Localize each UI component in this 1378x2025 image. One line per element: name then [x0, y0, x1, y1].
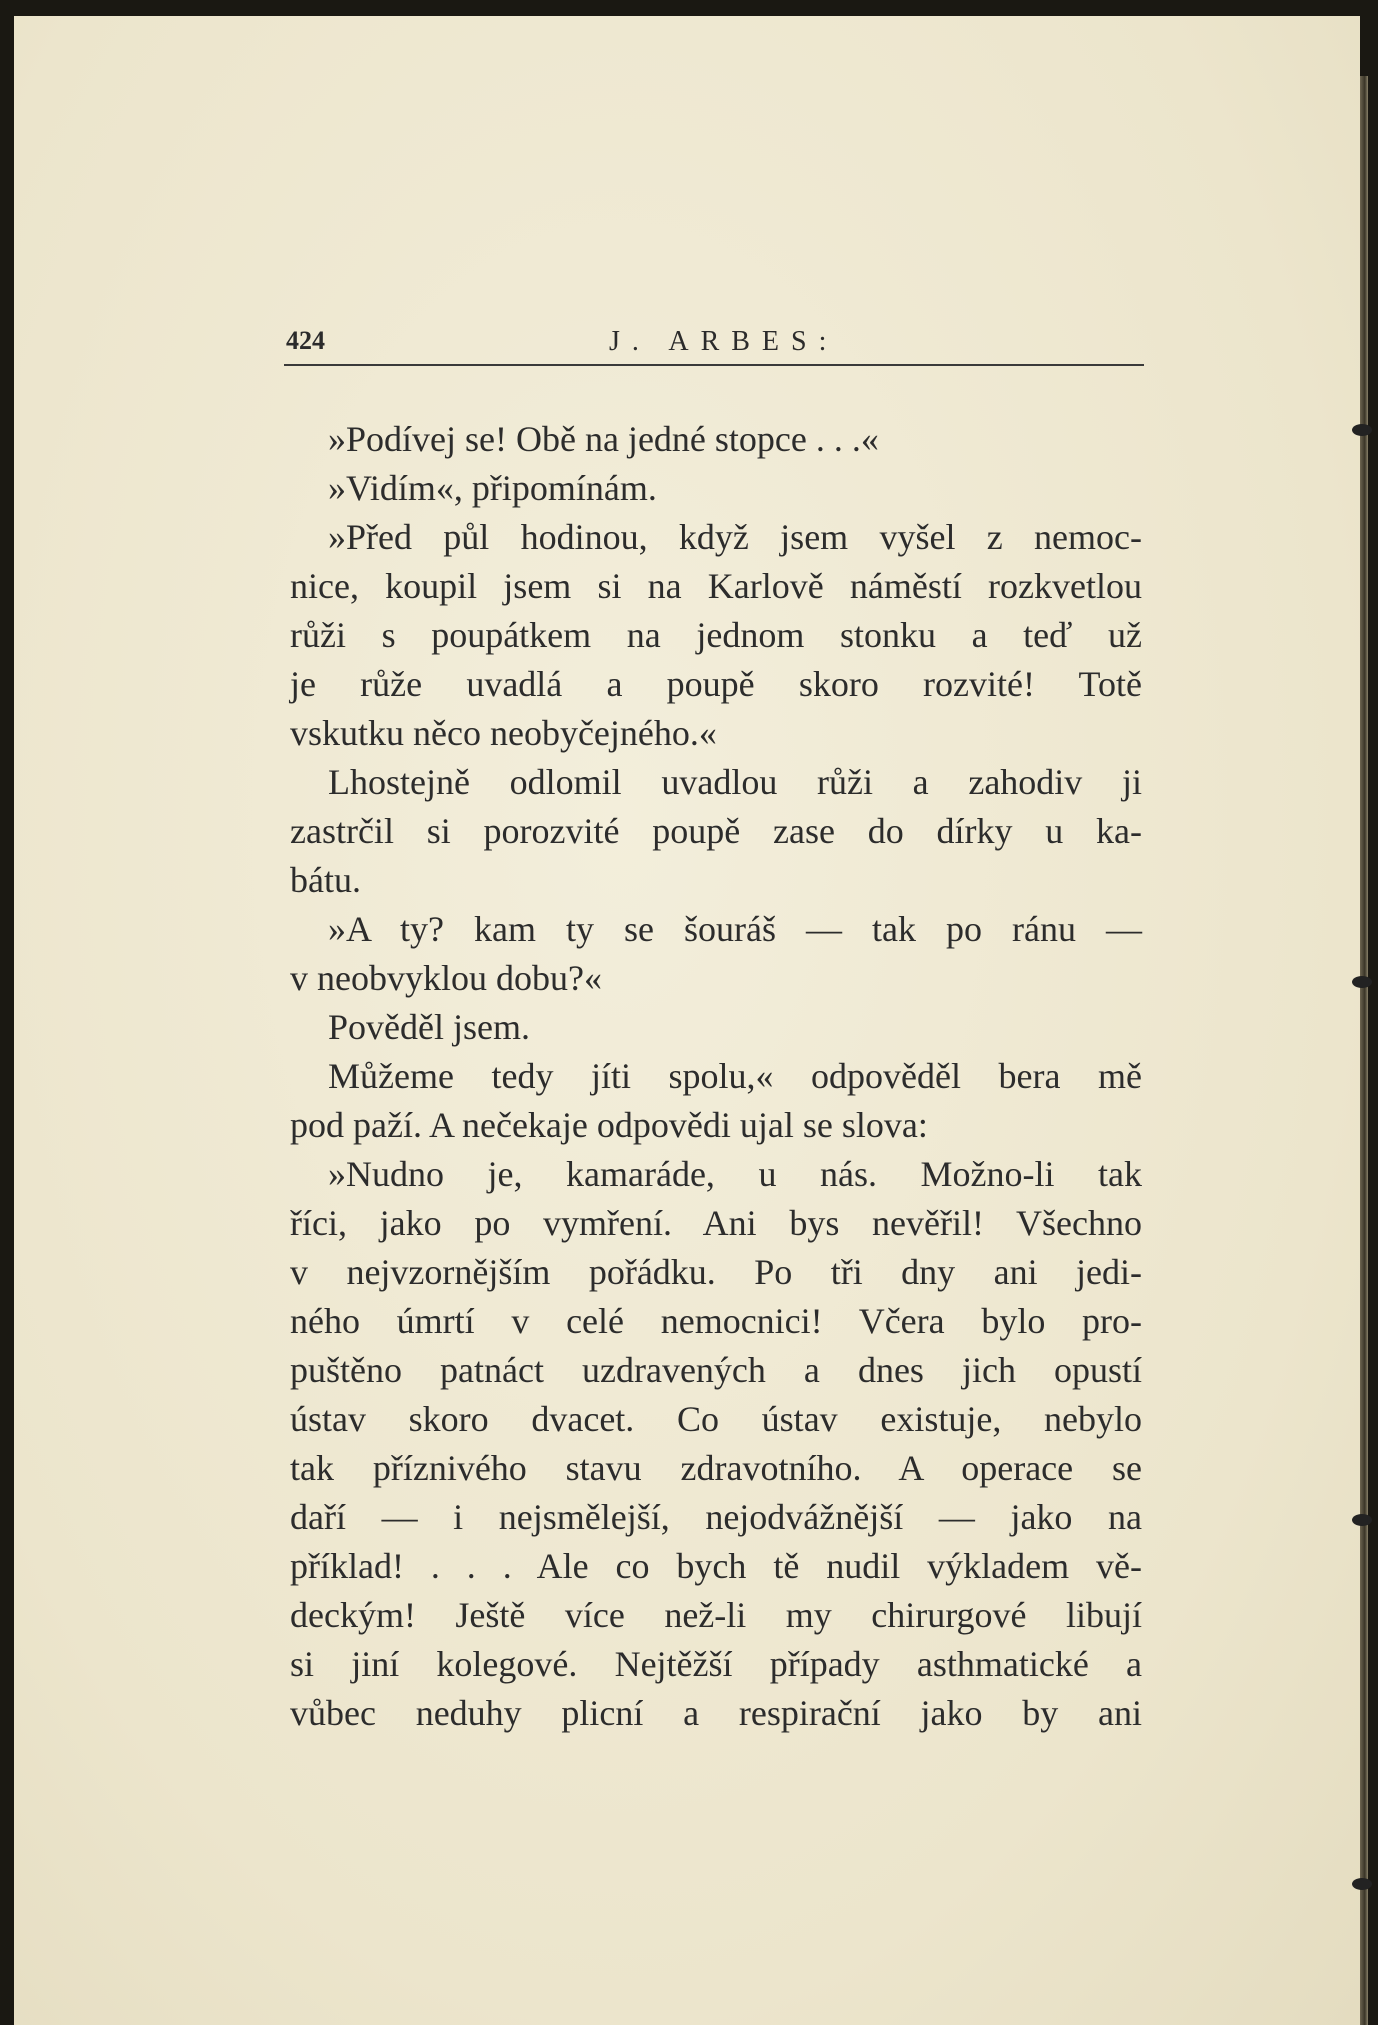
- text-line: Pověděl jsem.: [328, 1007, 530, 1047]
- binding-mark: [1352, 424, 1372, 436]
- text-line: deckým! Ještě více než-li my chirurgové libují: [290, 1595, 1142, 1635]
- page-number: 424: [286, 326, 325, 355]
- binding-mark: [1352, 1514, 1372, 1526]
- text-line: vskutku něco neobyčejného.«: [290, 713, 717, 753]
- text-line: bátu.: [290, 860, 361, 900]
- book-page: [14, 16, 1360, 2025]
- text-line: »Vidím«, připomínám.: [328, 468, 657, 508]
- text-line: je růže uvadlá a poupě skoro rozvité! Totě: [290, 664, 1142, 704]
- text-line: Můžeme tedy jíti spolu,« odpověděl bera mě: [328, 1056, 1142, 1096]
- text-line: daří — i nejsmělejší, nejodvážnější — jako na: [290, 1497, 1142, 1537]
- text-line: říci, jako po vymření. Ani bys nevěřil! Všechno: [290, 1203, 1142, 1243]
- binding-mark: [1352, 976, 1372, 988]
- binding-mark: [1352, 1878, 1372, 1890]
- text-line: pod paží. A nečekaje odpovědi ujal se slova:: [290, 1105, 928, 1145]
- text-line: »A ty? kam ty se šouráš — tak po ránu —: [328, 909, 1142, 949]
- text-line: v nejvzornějším pořádku. Po tři dny ani jedi-: [290, 1252, 1142, 1292]
- text-line: tak příznivého stavu zdravotního. A operace se: [290, 1448, 1142, 1488]
- book-spine-edge: [1360, 76, 1368, 2025]
- text-line: růži s poupátkem na jednom stonku a teď už: [290, 615, 1142, 655]
- text-line: puštěno patnáct uzdravených a dnes jich opustí: [290, 1350, 1142, 1390]
- running-head: J. ARBES:: [609, 326, 839, 357]
- text-line: si jiní kolegové. Nejtěžší případy asthmatické a: [290, 1644, 1142, 1684]
- text-line: ústav skoro dvacet. Co ústav existuje, nebylo: [290, 1399, 1142, 1439]
- page-header: [284, 322, 1144, 366]
- body-text: [290, 415, 1142, 1738]
- text-line: nice, koupil jsem si na Karlově náměstí rozkvetlou: [290, 566, 1142, 606]
- text-line: vůbec neduhy plicní a respirační jako by ani: [290, 1693, 1142, 1733]
- text-line: příklad! . . . Ale co bych tě nudil výkladem vě-: [290, 1546, 1142, 1586]
- text-line: »Nudno je, kamaráde, u nás. Možno-li tak: [328, 1154, 1142, 1194]
- text-line: ného úmrtí v celé nemocnici! Včera bylo pro-: [290, 1301, 1142, 1341]
- text-line: »Před půl hodinou, když jsem vyšel z nemoc-: [328, 517, 1142, 557]
- text-line: zastrčil si porozvité poupě zase do dírky u ka-: [290, 811, 1142, 851]
- text-line: »Podívej se! Obě na jedné stopce . . .«: [328, 419, 879, 459]
- text-line: v neobvyklou dobu?«: [290, 958, 602, 998]
- text-line: Lhostejně odlomil uvadlou růži a zahodiv ji: [328, 762, 1142, 802]
